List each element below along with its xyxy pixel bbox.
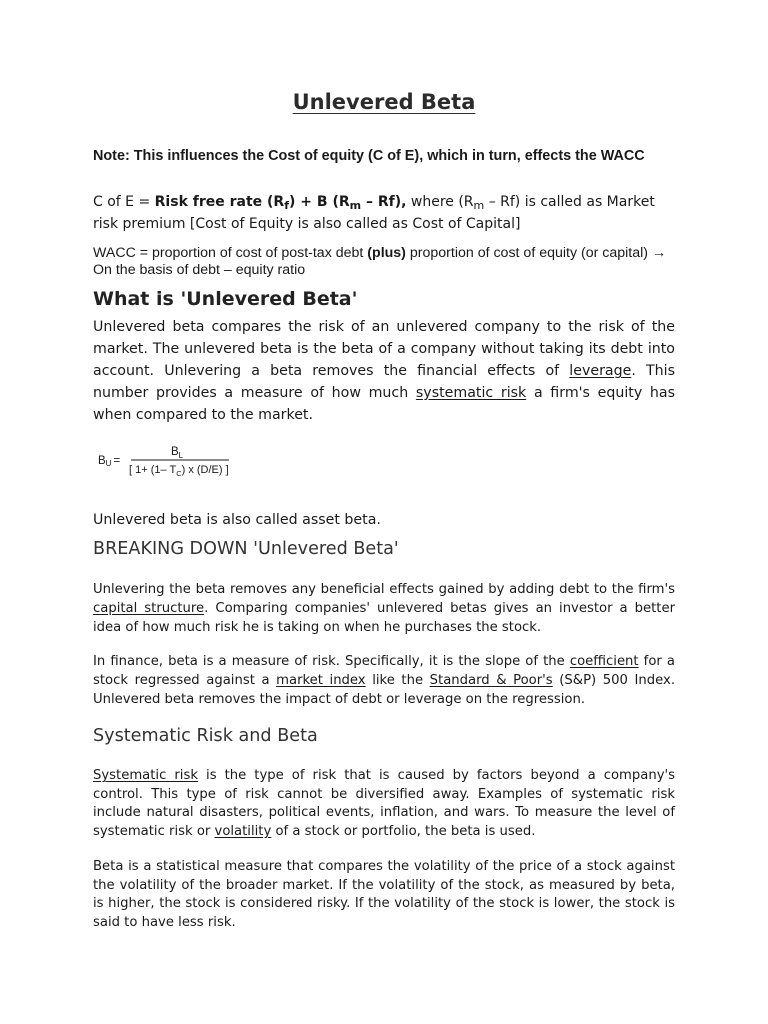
- link-capital-structure[interactable]: capital structure: [93, 600, 205, 616]
- link-systematic-risk[interactable]: systematic risk: [415, 385, 527, 401]
- unlevered-beta-formula: [95, 440, 275, 480]
- link-coefficient[interactable]: coefficient: [569, 654, 639, 669]
- finance-beta-paragraph: In finance, beta is a measure of risk. Specifically, it is the slope of the coefficient for a stock regressed against a market index like the Standard & Poor's (S&P) 500 Index. Unlevered beta removes the impact of debt or leverage on the regression.: [93, 654, 676, 707]
- unlevered-beta-paragraph: Unlevered beta compares the risk of an unlevered company to the risk of the market. The unlevered beta is the beta of a company without taking its debt into account. Unlevering a beta removes the financial effects of leverage. This number provides a measure of how much systematic risk a firm's equity has when compared to the market.: [93, 319, 676, 423]
- page-title: Unlevered Beta: [292, 90, 476, 114]
- note-text: Note: This influences the Cost of equity (C of E), which in turn, effects the WACC: [93, 148, 645, 164]
- systematic-risk-heading: Systematic Risk and Beta: [93, 726, 318, 746]
- link-market-index[interactable]: market index: [276, 672, 366, 688]
- link-standard-and-poors[interactable]: Standard & Poor's: [429, 672, 553, 688]
- wacc-definition: WACC = proportion of cost of post-tax debt (plus) proportion of cost of equity (or capital) → On the basis of debt – equity ratio: [93, 245, 667, 278]
- link-systematic-risk-2[interactable]: Systematic risk: [93, 768, 198, 783]
- breaking-down-heading: BREAKING DOWN 'Unlevered Beta': [93, 539, 399, 559]
- formula-numerator: $B_L$: [171, 446, 184, 460]
- formula-lhs: BU =: [98, 455, 121, 468]
- cost-of-equity-definition: C of E = Risk free rate $(R_f) + B$ $(R_m - Rf)$, where $(R_m - Rf)$ is called as Market risk premium [Cost of Equity is also called as Cost of Capital]: [93, 194, 655, 232]
- arrow-icon: →: [651, 245, 667, 261]
- beta-measure-paragraph: Beta is a statistical measure that compares the volatility of the price of a stock against the volatility of the broader market. If the volatility of the stock, as measured by beta, is higher, the stock is considered risky. If the volatility of the stock is lower, the stock is said to have less risk.: [93, 859, 675, 930]
- what-is-heading: What is 'Unlevered Beta': [93, 288, 358, 310]
- link-volatility[interactable]: volatility: [214, 823, 272, 839]
- link-leverage[interactable]: leverage: [569, 363, 632, 379]
- systematic-risk-paragraph: Systematic risk is the type of risk that is caused by factors beyond a company's control. This type of risk cannot be diversified away. Examples of systematic risk include natural disasters, political events, inflation, and wars. To measure the level of systematic risk or volatility of a stock or portfolio, the beta is used.: [93, 768, 675, 839]
- asset-beta-text: Unlevered beta is also called asset beta.: [93, 512, 381, 528]
- formula-denominator: [ 1+ (1– $T_C$) x (D/E) ]: [129, 464, 229, 478]
- breaking-down-paragraph: Unlevering the beta removes any beneficial effects gained by adding debt to the firm's capital structure. Comparing companies' unlevered betas gives an investor a better idea of how much risk he is taking on when he purchases the stock.: [93, 582, 675, 635]
